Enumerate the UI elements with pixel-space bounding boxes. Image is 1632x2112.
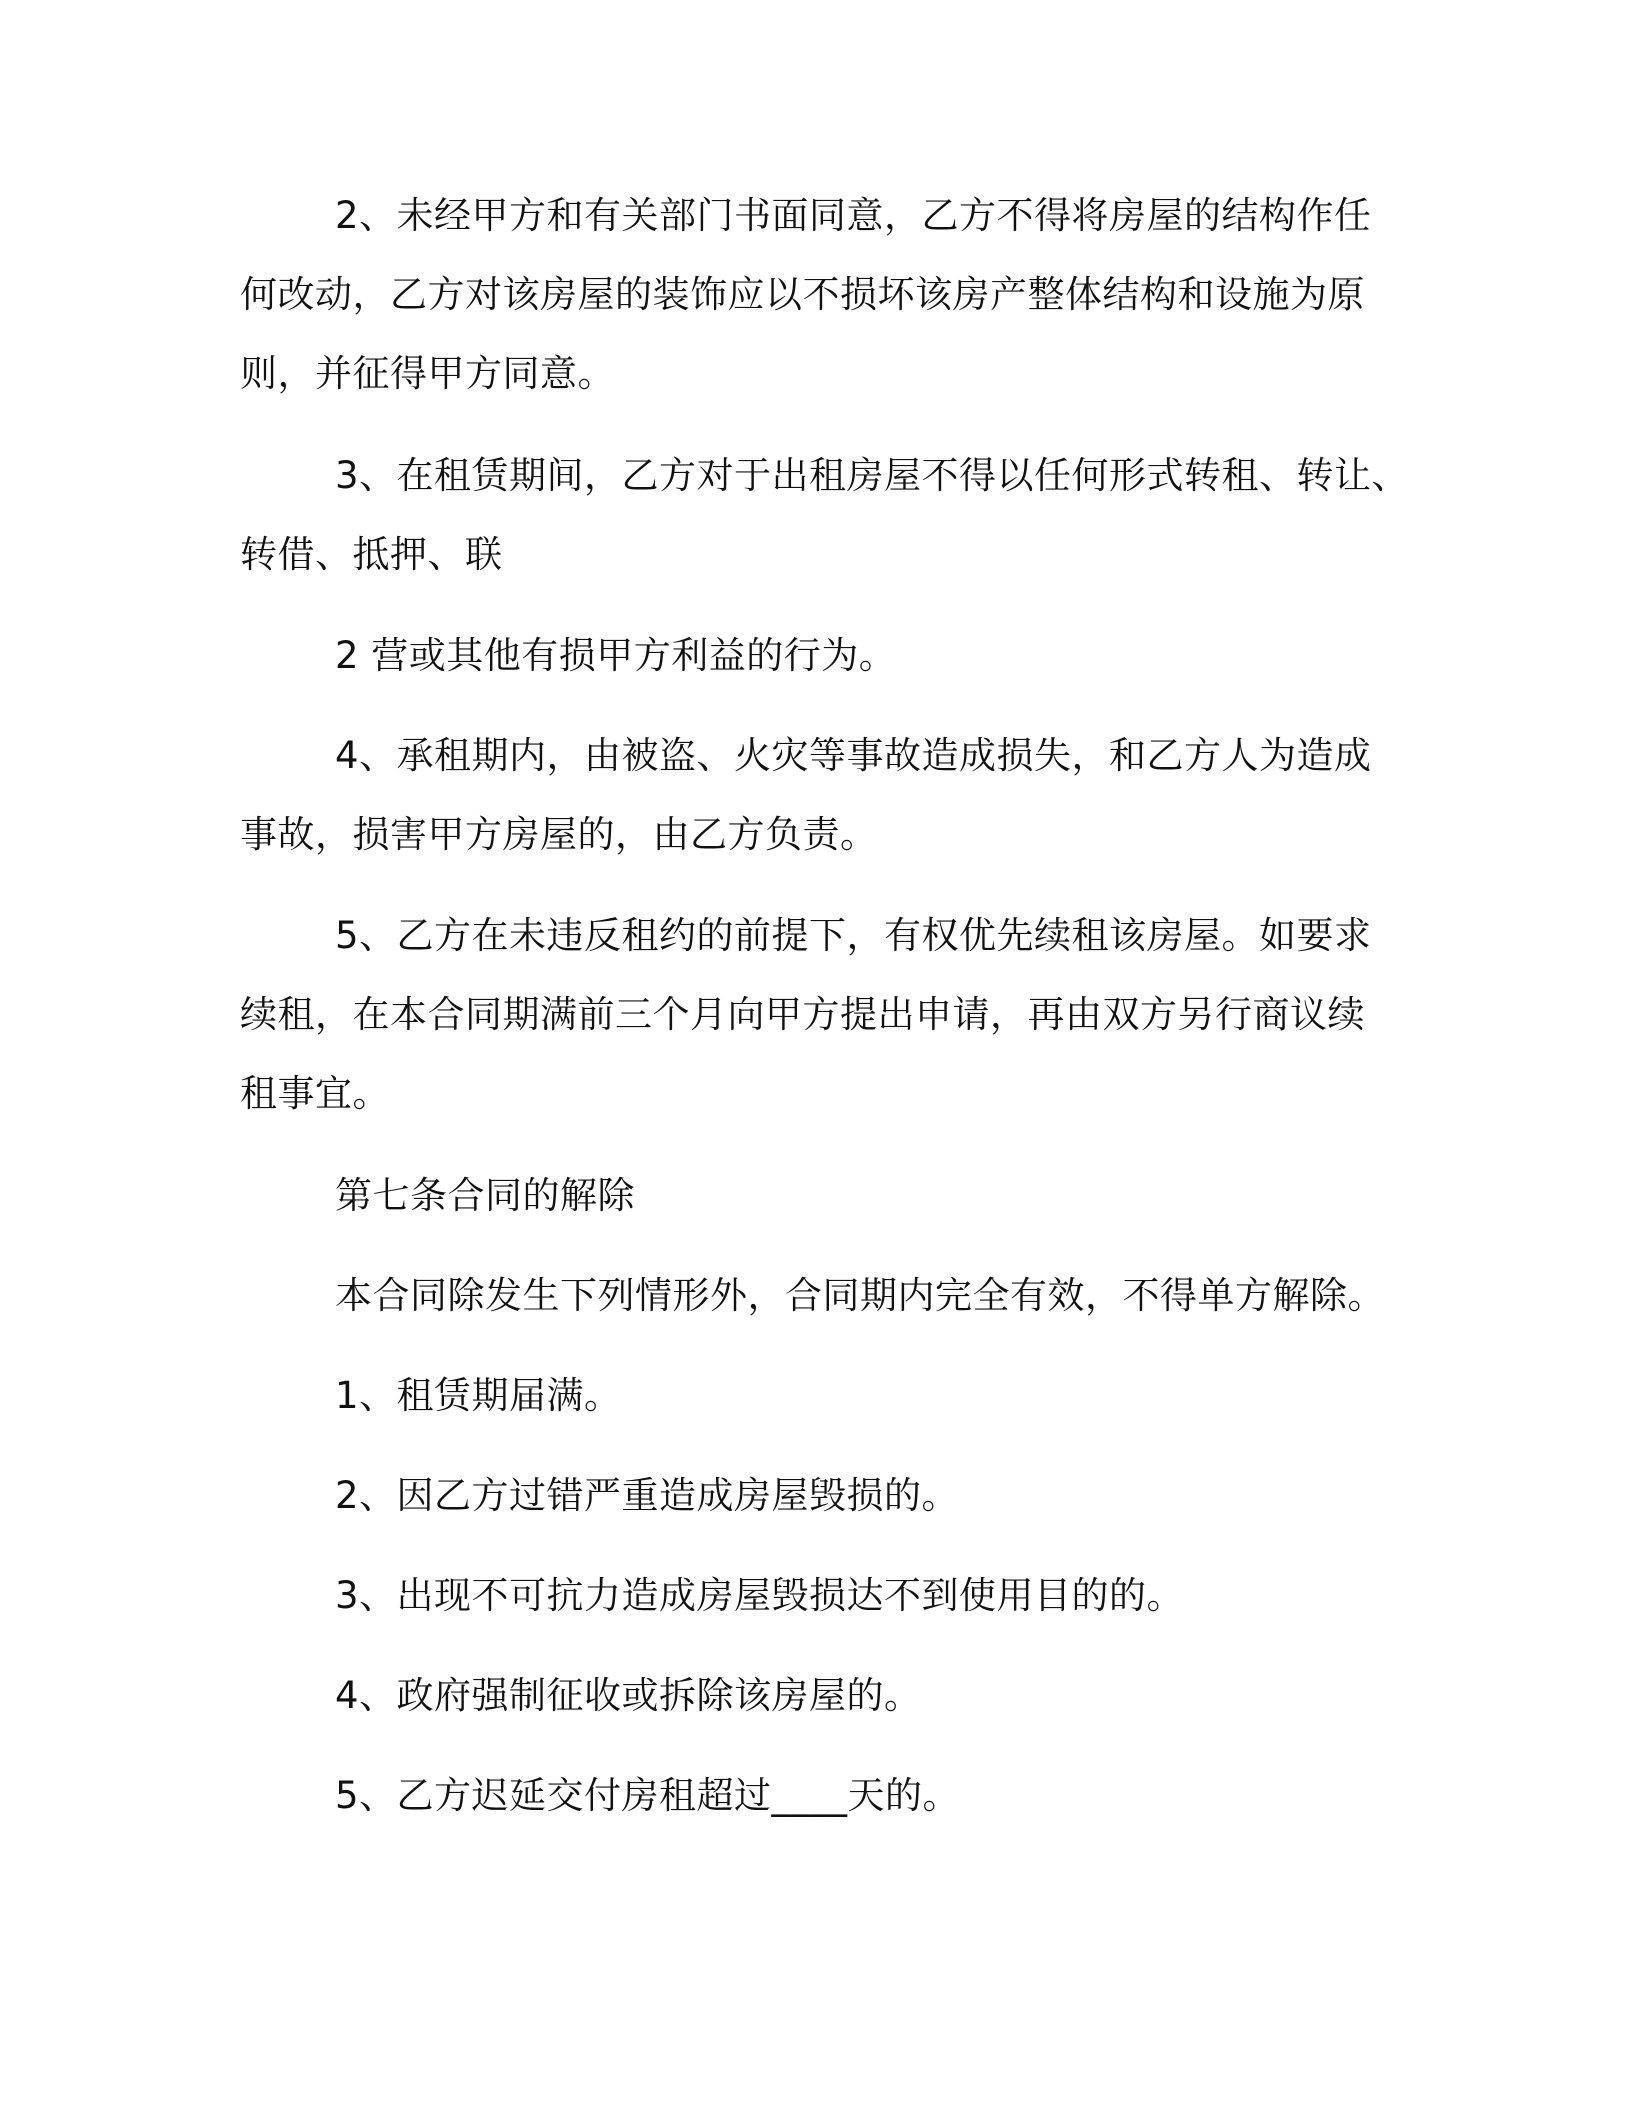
paragraph-clause-2-structure (240, 176, 1400, 413)
text-line: 2、未经甲方和有关部门书面同意，乙方不得将房屋的结构作任 (335, 194, 1372, 237)
text-line: 4、承租期内，由被盗、火灾等事故造成损失，和乙方人为造成 (335, 734, 1372, 777)
paragraph-clause-4-liability (240, 716, 1400, 874)
text-line: 2 营或其他有损甲方利益的行为。 (335, 634, 897, 677)
text-line: 5、乙方迟延交付房租超过____天的。 (335, 1774, 961, 1817)
text-line: 何改动，乙方对该房屋的装饰应以不损坏该房产整体结构和设施为原 (240, 273, 1365, 316)
paragraph-termination-intro (240, 1256, 1400, 1335)
text-line: 4、政府强制征收或拆除该房屋的。 (335, 1674, 922, 1717)
list-item-termination-2 (240, 1456, 1400, 1535)
list-item-termination-5 (240, 1756, 1400, 1835)
list-item-termination-4 (240, 1656, 1400, 1735)
text-line: 事故，损害甲方房屋的，由乙方负责。 (240, 813, 878, 856)
paragraph-clause-5-renewal (240, 896, 1400, 1133)
text-line: 转借、抵押、联 (240, 533, 503, 576)
text-line: 续租，在本合同期满前三个月向甲方提出申请，再由双方另行商议续 (240, 993, 1365, 1036)
list-item-termination-3 (240, 1556, 1400, 1635)
text-line: 则，并征得甲方同意。 (240, 352, 615, 395)
text-line: 2、因乙方过错严重造成房屋毁损的。 (335, 1474, 960, 1517)
text-line: 5、乙方在未违反租约的前提下，有权优先续租该房屋。如要求 (335, 914, 1372, 957)
paragraph-clause-3-continued (240, 616, 1400, 695)
list-item-termination-1 (240, 1356, 1400, 1435)
text-line: 3、在租赁期间，乙方对于出租房屋不得以任何形式转租、转让、 (335, 454, 1410, 497)
text-line: 租事宜。 (240, 1072, 390, 1115)
text-line: 1、租赁期届满。 (335, 1374, 622, 1417)
text-line: 本合同除发生下列情形外，合同期内完全有效，不得单方解除。 (335, 1274, 1385, 1317)
section-title: 第七条合同的解除 (335, 1174, 635, 1217)
paragraph-clause-3-sublease (240, 436, 1410, 594)
section-heading-article-7 (240, 1156, 1400, 1235)
text-line: 3、出现不可抗力造成房屋毁损达不到使用目的的。 (335, 1574, 1185, 1617)
